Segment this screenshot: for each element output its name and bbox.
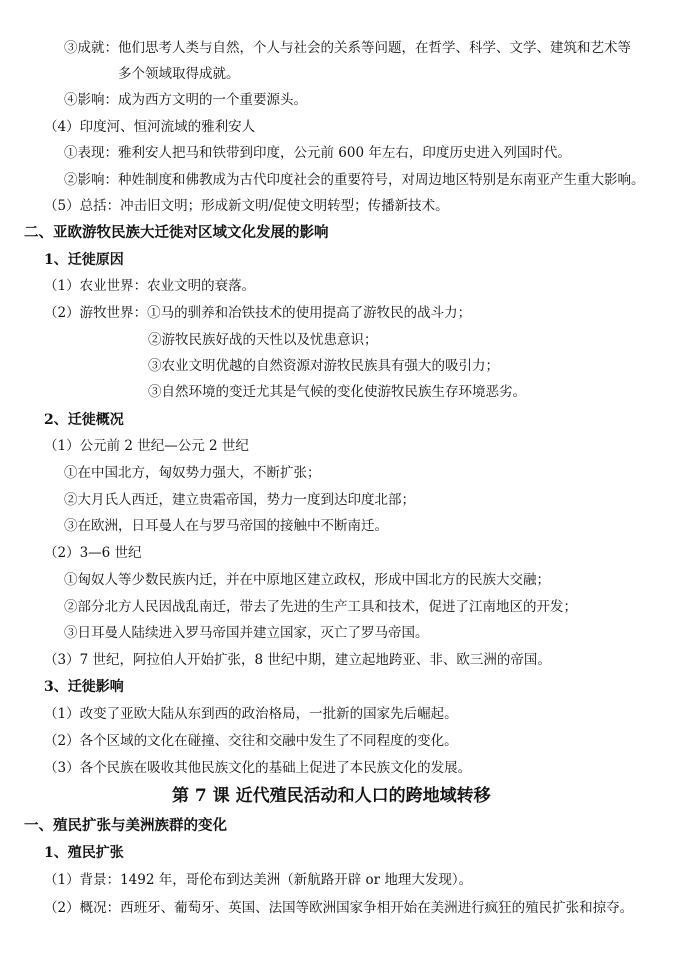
text-line-influence: ④影响：成为西方文明的一个重要源头。 (64, 92, 307, 108)
text-line-agricultural-world: （1）农业世界：农业文明的衰落。 (44, 278, 256, 294)
text-line-impact-3: （3）各个民族在吸收其他民族文化的基础上促进了本民族文化的发展。 (44, 760, 472, 776)
text-line-aryans-performance: ①表现：雅利安人把马和铁带到印度，公元前 600 年左右，印度历史进入列国时代。 (64, 145, 571, 161)
subheading-migration-overview: 2、迁徙概况 (44, 412, 124, 428)
text-line-achievement: ③成就：他们思考人类与自然，个人与社会的关系等问题，在哲学、科学、文学、建筑和艺术等 (64, 40, 631, 56)
text-line-aryans-heading: （4）印度河、恒河流域的雅利安人 (44, 119, 256, 135)
text-line-period-1-point-2: ②大月氏人西迁，建立贵霜帝国，势力一度到达印度北部； (64, 492, 415, 508)
subheading-migration-causes: 1、迁徙原因 (44, 252, 124, 268)
text-line-impact-2: （2）各个区域的文化在碰撞、交往和交融中发生了不同程度的变化。 (44, 733, 458, 749)
text-line-period-1: （1）公元前 2 世纪—公元 2 世纪 (44, 438, 249, 454)
text-line-nomadic-point-3: ③农业文明优越的自然资源对游牧民族具有强大的吸引力； (148, 358, 499, 374)
text-line-period-3: （3）7 世纪，阿拉伯人开始扩张，8 世纪中期，建立起地跨亚、非、欧三洲的帝国。 (44, 652, 551, 668)
subheading-colonial-expansion: 1、殖民扩张 (44, 845, 124, 861)
text-line-period-2-point-1: ①匈奴人等少数民族内迁，并在中原地区建立政权，形成中国北方的民族大交融； (64, 572, 550, 588)
text-line-impact-1: （1）改变了亚欧大陆从东到西的政治格局，一批新的国家先后崛起。 (44, 706, 458, 722)
text-line-period-2: （2）3—6 世纪 (44, 545, 142, 561)
text-line-aryans-influence: ②影响：种姓制度和佛教成为古代印度社会的重要符号，对周边地区特别是东南亚产生重大影响。 (64, 172, 645, 188)
lesson-title: 第 7 课 近代殖民活动和人口的跨地域转移 (172, 786, 491, 806)
text-line-period-1-point-3: ③在欧洲，日耳曼人在与罗马帝国的接触中不断南迁。 (64, 518, 388, 534)
text-line-summary: （5）总括：冲击旧文明；形成新文明/促使文明转型；传播新技术。 (44, 198, 449, 214)
text-line-background: （1）背景：1492 年，哥伦布到达美洲（新航路开辟 or 地理大发现）。 (44, 872, 473, 888)
section-heading-colonial: 一、殖民扩张与美洲族群的变化 (24, 817, 227, 834)
subheading-migration-impact: 3、迁徙影响 (44, 679, 124, 695)
text-line-period-2-point-3: ③日耳曼人陆续进入罗马帝国并建立国家，灭亡了罗马帝国。 (64, 625, 429, 641)
section-heading-migration: 二、亚欧游牧民族大迁徙对区域文化发展的影响 (24, 224, 329, 241)
text-line-achievement-cont: 多个领域取得成就。 (118, 66, 240, 82)
text-line-period-2-point-2: ②部分北方人民因战乱南迁，带去了先进的生产工具和技术，促进了江南地区的开发； (64, 599, 577, 615)
text-line-nomadic-point-2: ②游牧民族好战的天性以及忧患意识； (148, 332, 378, 348)
text-line-overview: （2）概况：西班牙、葡萄牙、英国、法国等欧洲国家争相开始在美洲进行疯狂的殖民扩张和掠夺。 (44, 900, 634, 916)
text-line-nomadic-world: （2）游牧世界：①马的驯养和冶铁技术的使用提高了游牧民的战斗力； (44, 305, 472, 321)
text-line-nomadic-point-4: ③自然环境的变迁尤其是气候的变化使游牧民族生存环境恶劣。 (148, 384, 526, 400)
text-line-period-1-point-1: ①在中国北方，匈奴势力强大，不断扩张； (64, 465, 321, 481)
